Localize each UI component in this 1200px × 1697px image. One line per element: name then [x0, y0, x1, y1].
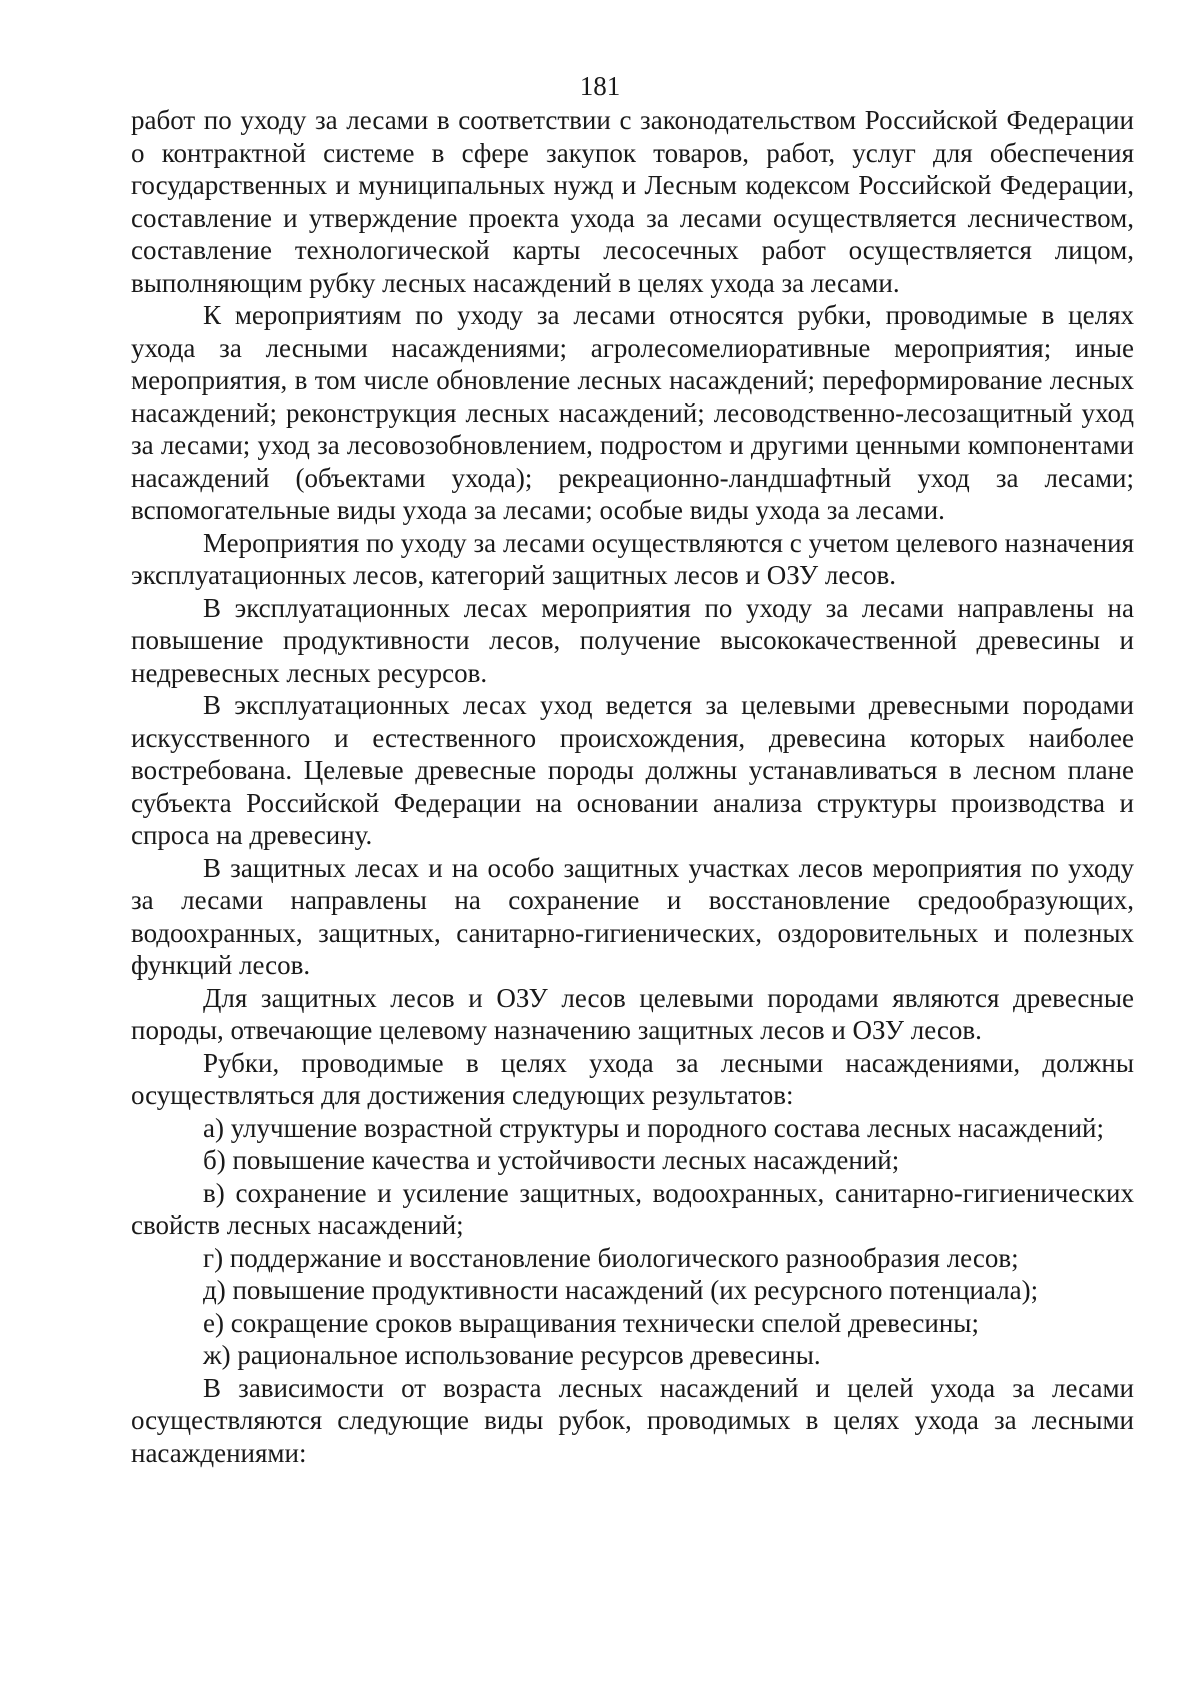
paragraph-thinning-types-intro: В зависимости от возраста лесных насаждений и целей ухода за лесами осуществляются следующие виды рубок, проводимых в целях ухода за лесными насаждениями: [131, 1372, 1134, 1468]
paragraph-protective-forests: В защитных лесах и на особо защитных участках лесов мероприятия по уходу за лесами направлены на сохранение и восстановление средообразующих, водоохранных, защитных, санитарно-гигиенических, оздоровительных и полезных функций лесов. [131, 852, 1134, 980]
list-item-b: б) повышение качества и устойчивости лесных насаждений; [203, 1145, 900, 1175]
list-item-e: е) сокращение сроков выращивания технически спелой древесины; [203, 1307, 979, 1338]
paragraph-purpose-consideration: Мероприятия по уходу за лесами осуществляются с учетом целевого назначения эксплуатационных лесов, категорий защитных лесов и ОЗУ лесов. [131, 527, 1134, 590]
paragraph-forest-care-measures: К мероприятиям по уходу за лесами относятся рубки, проводимые в целях ухода за лесными насаждениями; агролесомелиоративные мероприятия; иные мероприятия, в том числе обновление лесных насаждений; переформирование лесных насаждений; реконструкция лесных насаждений; лесоводственно-лесозащитный уход за лесами; уход за лесовозобновлением, подростом и другими ценными компонентами насаждений (объектами ухода); рекреационно-ландшафтный уход за лесами; вспомогательные виды ухода за лесами; особые виды ухода за лесами. [131, 300, 1134, 525]
list-item-v: в) сохранение и усиление защитных, водоохранных, санитарно-гигиенических свойств лесных насаждений; [131, 1177, 1134, 1240]
paragraph-thinning-results-intro: Рубки, проводимые в целях ухода за лесными насаждениями, должны осуществляться для достижения следующих результатов: [131, 1047, 1134, 1110]
list-item-a: а) улучшение возрастной структуры и породного состава лесных насаждений; [203, 1112, 1104, 1143]
paragraph-protective-target-species: Для защитных лесов и ОЗУ лесов целевыми породами являются древесные породы, отвечающие целевому назначению защитных лесов и ОЗУ лесов. [131, 982, 1134, 1045]
list-item-d: д) повышение продуктивности насаждений (их ресурсного потенциала); [203, 1275, 1039, 1305]
list-item-g: г) поддержание и восстановление биологического разнообразия лесов; [203, 1242, 1019, 1273]
page-number: 181 [579, 71, 621, 101]
paragraph-exploitation-forests-goals: В эксплуатационных лесах мероприятия по уходу за лесами направлены на повышение продуктивности лесов, получение высококачественной древесины и недревесных лесных ресурсов. [131, 592, 1134, 688]
list-item-zh: ж) рациональное использование ресурсов древесины. [203, 1340, 821, 1370]
document-body [131, 104, 1134, 1469]
paragraph-continuation: работ по уходу за лесами в соответствии с законодательством Российской Федерации о контрактной системе в сфере закупок товаров, работ, услуг для обеспечения государственных и муниципальных нужд и Лесным кодексом Российской Федерации, составление и утверждение проекта ухода за лесами осуществляется лесничеством, составление технологической карты лесосечных работ осуществляется лицом, выполняющим рубку лесных насаждений в целях ухода за лесами. [131, 105, 1134, 298]
paragraph-target-species: В эксплуатационных лесах уход ведется за целевыми древесными породами искусственного и естественного происхождения, древесина которых наиболее востребована. Целевые древесные породы должны устанавливаться в лесном плане субъекта Российской Федерации на основании анализа структуры производства и спроса на древесину. [131, 690, 1134, 850]
